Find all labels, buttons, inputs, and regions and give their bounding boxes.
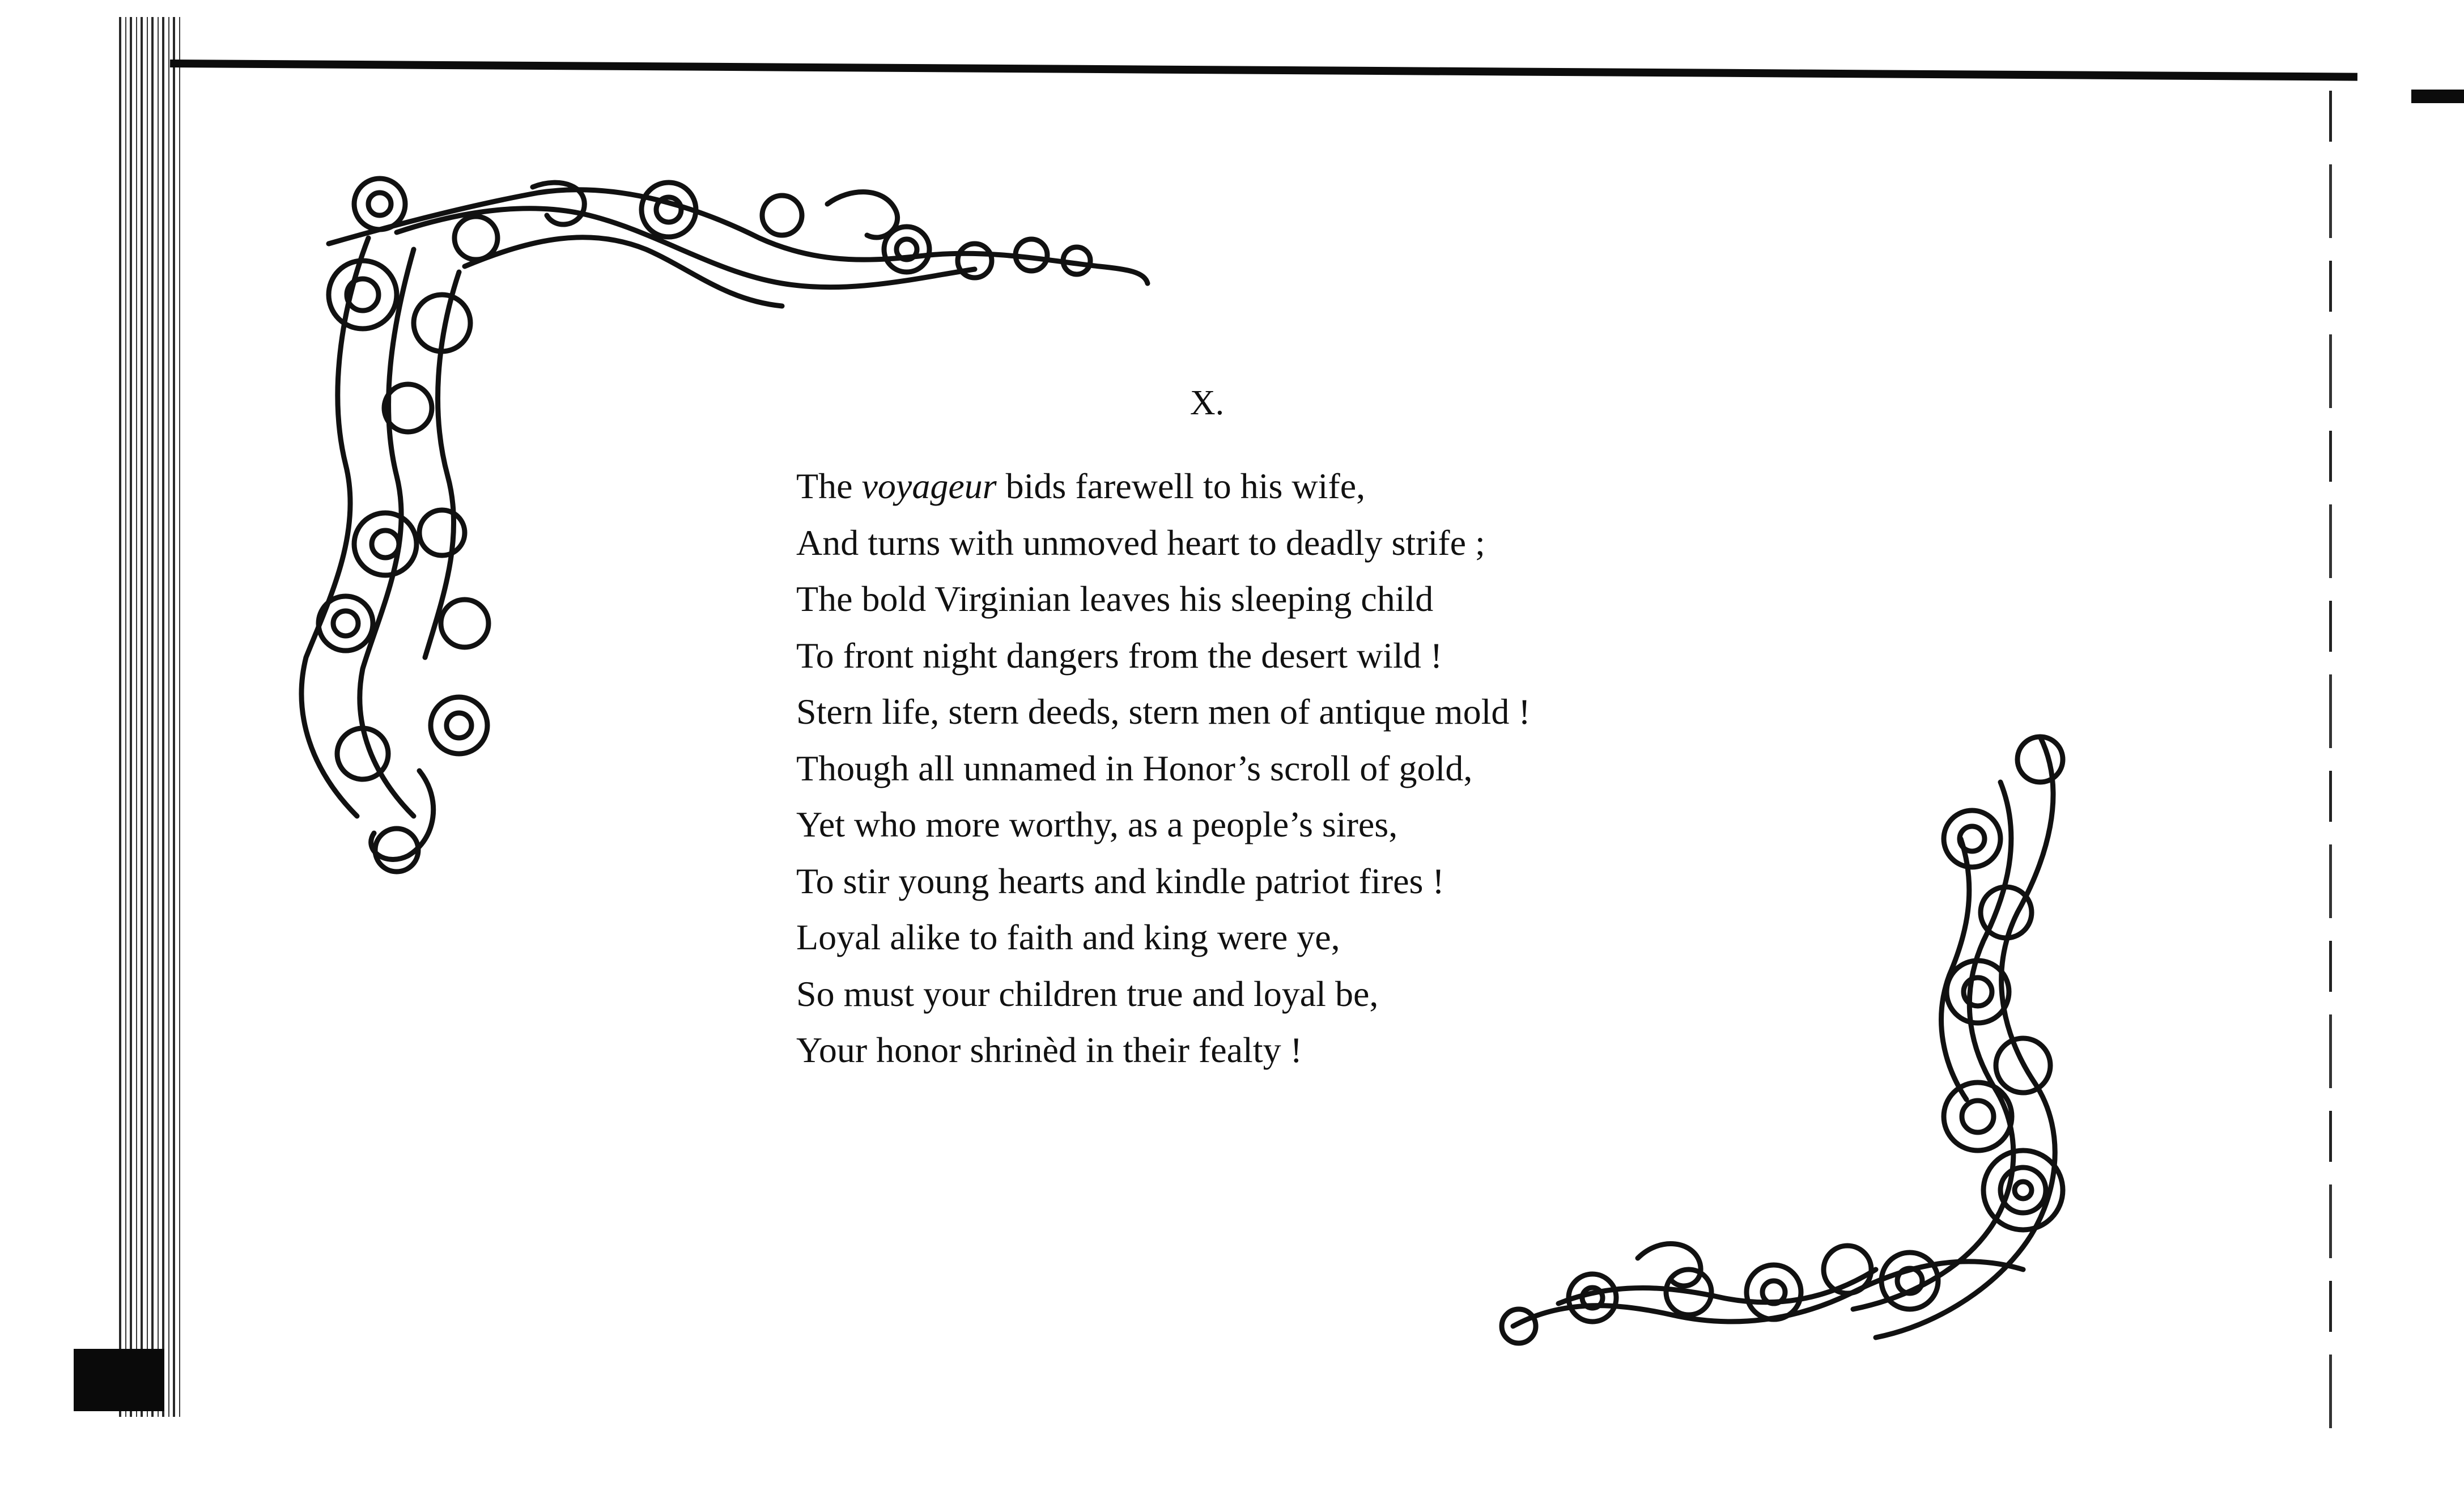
poem-line: To front night dangers from the desert wild !: [796, 635, 1443, 676]
page-binding: [119, 17, 181, 1417]
binding-dark-block: [74, 1349, 164, 1411]
section-heading: X.: [1189, 384, 1225, 422]
poem-line: And turns with unmoved heart to deadly strife ;: [796, 522, 1485, 563]
poem-line: To stir young hearts and kindle patriot fires !: [796, 860, 1445, 901]
poem-line: The bold Virginian leaves his sleeping child: [796, 579, 1434, 619]
poem-line: Stern life, stern deeds, stern men of antique mold !: [796, 691, 1531, 732]
poem-line: Loyal alike to faith and king were ye,: [796, 917, 1340, 957]
top-border-rule: [170, 60, 2357, 81]
top-border-rule-end: [2411, 90, 2464, 103]
right-border-rule: [2329, 91, 2332, 1445]
poem-line: So must your children true and loyal be,: [796, 973, 1379, 1014]
poem-line: Though all unnamed in Honor’s scroll of gold,: [796, 748, 1473, 788]
poem-line: Yet who more worthy, as a people’s sires,: [796, 804, 1398, 844]
poem-body: [796, 458, 1760, 1079]
poem-line: Your honor shrinèd in their fealty !: [796, 1030, 1302, 1070]
poem-line: The voyageur bids farewell to his wife,: [796, 466, 1366, 506]
